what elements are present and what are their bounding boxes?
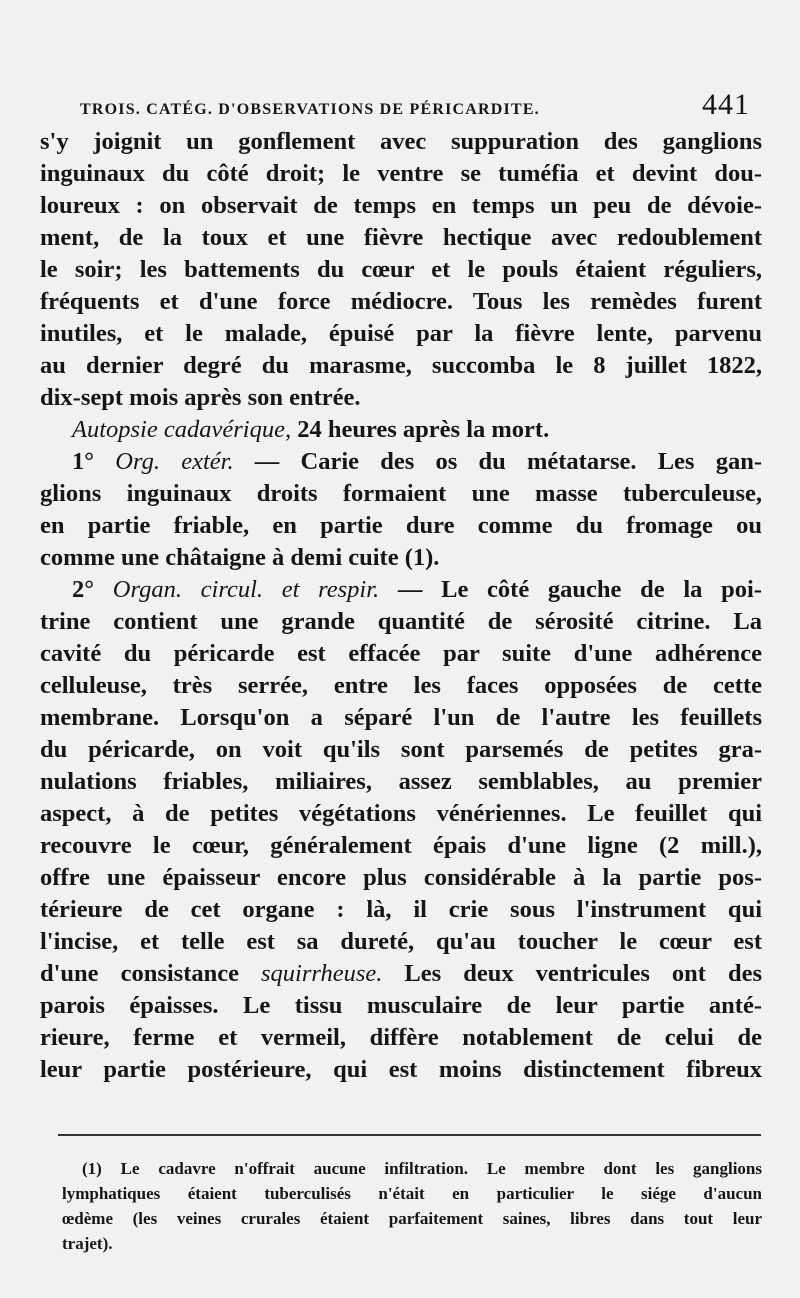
text-line: comme une châtaigne à demi cuite (1). bbox=[40, 544, 440, 571]
autopsy-heading-line bbox=[40, 414, 762, 446]
text-line: celluleuse, très serrée, entre les faces opposées de cette bbox=[40, 672, 762, 699]
text-line: s'y joignit un gonflement avec suppuration des ganglions bbox=[40, 128, 762, 155]
footnote-rule bbox=[58, 1134, 761, 1136]
text-line: rieure, ferme et vermeil, diffère notablement de celui de bbox=[40, 1024, 762, 1051]
text-run: — Le côté gauche de la poi- bbox=[379, 576, 762, 603]
text-line: cavité du péricarde est effacée par suite d'une adhérence bbox=[40, 640, 762, 667]
text-line: membrane. Lorsqu'on a séparé l'un de l'autre les feuillets bbox=[40, 704, 762, 731]
text-line: glions inguinaux droits formaient une masse tuberculeuse, bbox=[40, 480, 762, 507]
text-line: fréquents et d'une force médiocre. Tous les remèdes furent bbox=[40, 288, 762, 315]
text-run: d'une consistance bbox=[40, 960, 262, 987]
page-header bbox=[80, 88, 750, 121]
text-line: dix-sept mois après son entrée. bbox=[40, 384, 361, 411]
section-number: 2° bbox=[72, 576, 113, 603]
text-line: térieure de cet organe : là, il crie sous l'instrument qui bbox=[40, 896, 762, 923]
section-line bbox=[40, 446, 762, 478]
page-number: 441 bbox=[702, 88, 750, 121]
text-line: loureux : on observait de temps en temps un peu de dévoie- bbox=[40, 192, 762, 219]
text-line: au dernier degré du marasme, succomba le 8 juillet 1822, bbox=[40, 352, 762, 379]
text-line: du péricarde, on voit qu'ils sont parsemés de petites gra- bbox=[40, 736, 762, 763]
text-run: 24 heures après la mort. bbox=[291, 416, 550, 443]
text-line: inguinaux du côté droit; le ventre se tuméfia et devint dou- bbox=[40, 160, 762, 187]
text-line: parois épaisses. Le tissu musculaire de leur partie anté- bbox=[40, 992, 762, 1019]
text-line: en partie friable, en partie dure comme du fromage ou bbox=[40, 512, 762, 539]
section-title: Org. extér. bbox=[115, 448, 234, 475]
autopsy-heading: Autopsie cadavérique, bbox=[72, 416, 292, 443]
section-title: Organ. circul. et respir. bbox=[112, 576, 380, 603]
text-line: leur partie postérieure, qui est moins distinctement fibreux bbox=[40, 1056, 762, 1083]
footnote-line: (1) Le cadavre n'offrait aucune infiltration. Le membre dont les ganglions bbox=[82, 1159, 762, 1178]
text-line: trine contient une grande quantité de sérosité citrine. La bbox=[40, 608, 762, 635]
section-line bbox=[40, 574, 762, 606]
section-number: 1° bbox=[72, 448, 116, 475]
body-text bbox=[40, 126, 762, 1086]
footnote-line: lymphatiques étaient tuberculisés n'était en particulier le siége d'aucun bbox=[62, 1184, 762, 1203]
text-line: recouvre le cœur, généralement épais d'une ligne (2 mill.), bbox=[40, 832, 762, 859]
footnote bbox=[62, 1156, 762, 1256]
footnote-line: œdème (les veines crurales étaient parfaitement saines, libres dans tout leur bbox=[62, 1209, 762, 1228]
running-title: TROIS. CATÉG. D'OBSERVATIONS DE PÉRICARDITE. bbox=[80, 101, 540, 118]
italic-term: squirrheuse. bbox=[261, 960, 383, 987]
text-line: aspect, à de petites végétations vénériennes. Le feuillet qui bbox=[40, 800, 762, 827]
text-line: offre une épaisseur encore plus considérable à la partie pos- bbox=[40, 864, 762, 891]
footnote-line: trajet). bbox=[62, 1234, 113, 1253]
text-line: le soir; les battements du cœur et le pouls étaient réguliers, bbox=[40, 256, 762, 283]
text-line: ment, de la toux et une fièvre hectique avec redoublement bbox=[40, 224, 762, 251]
text-line: l'incise, et telle est sa dureté, qu'au toucher le cœur est bbox=[40, 928, 762, 955]
text-line bbox=[40, 958, 762, 990]
text-line: nulations friables, miliaires, assez semblables, au premier bbox=[40, 768, 762, 795]
text-run: — Carie des os du métatarse. Les gan- bbox=[233, 448, 762, 475]
text-line: inutiles, et le malade, épuisé par la fièvre lente, parvenu bbox=[40, 320, 762, 347]
text-run: Les deux ventricules ont des bbox=[382, 960, 763, 987]
